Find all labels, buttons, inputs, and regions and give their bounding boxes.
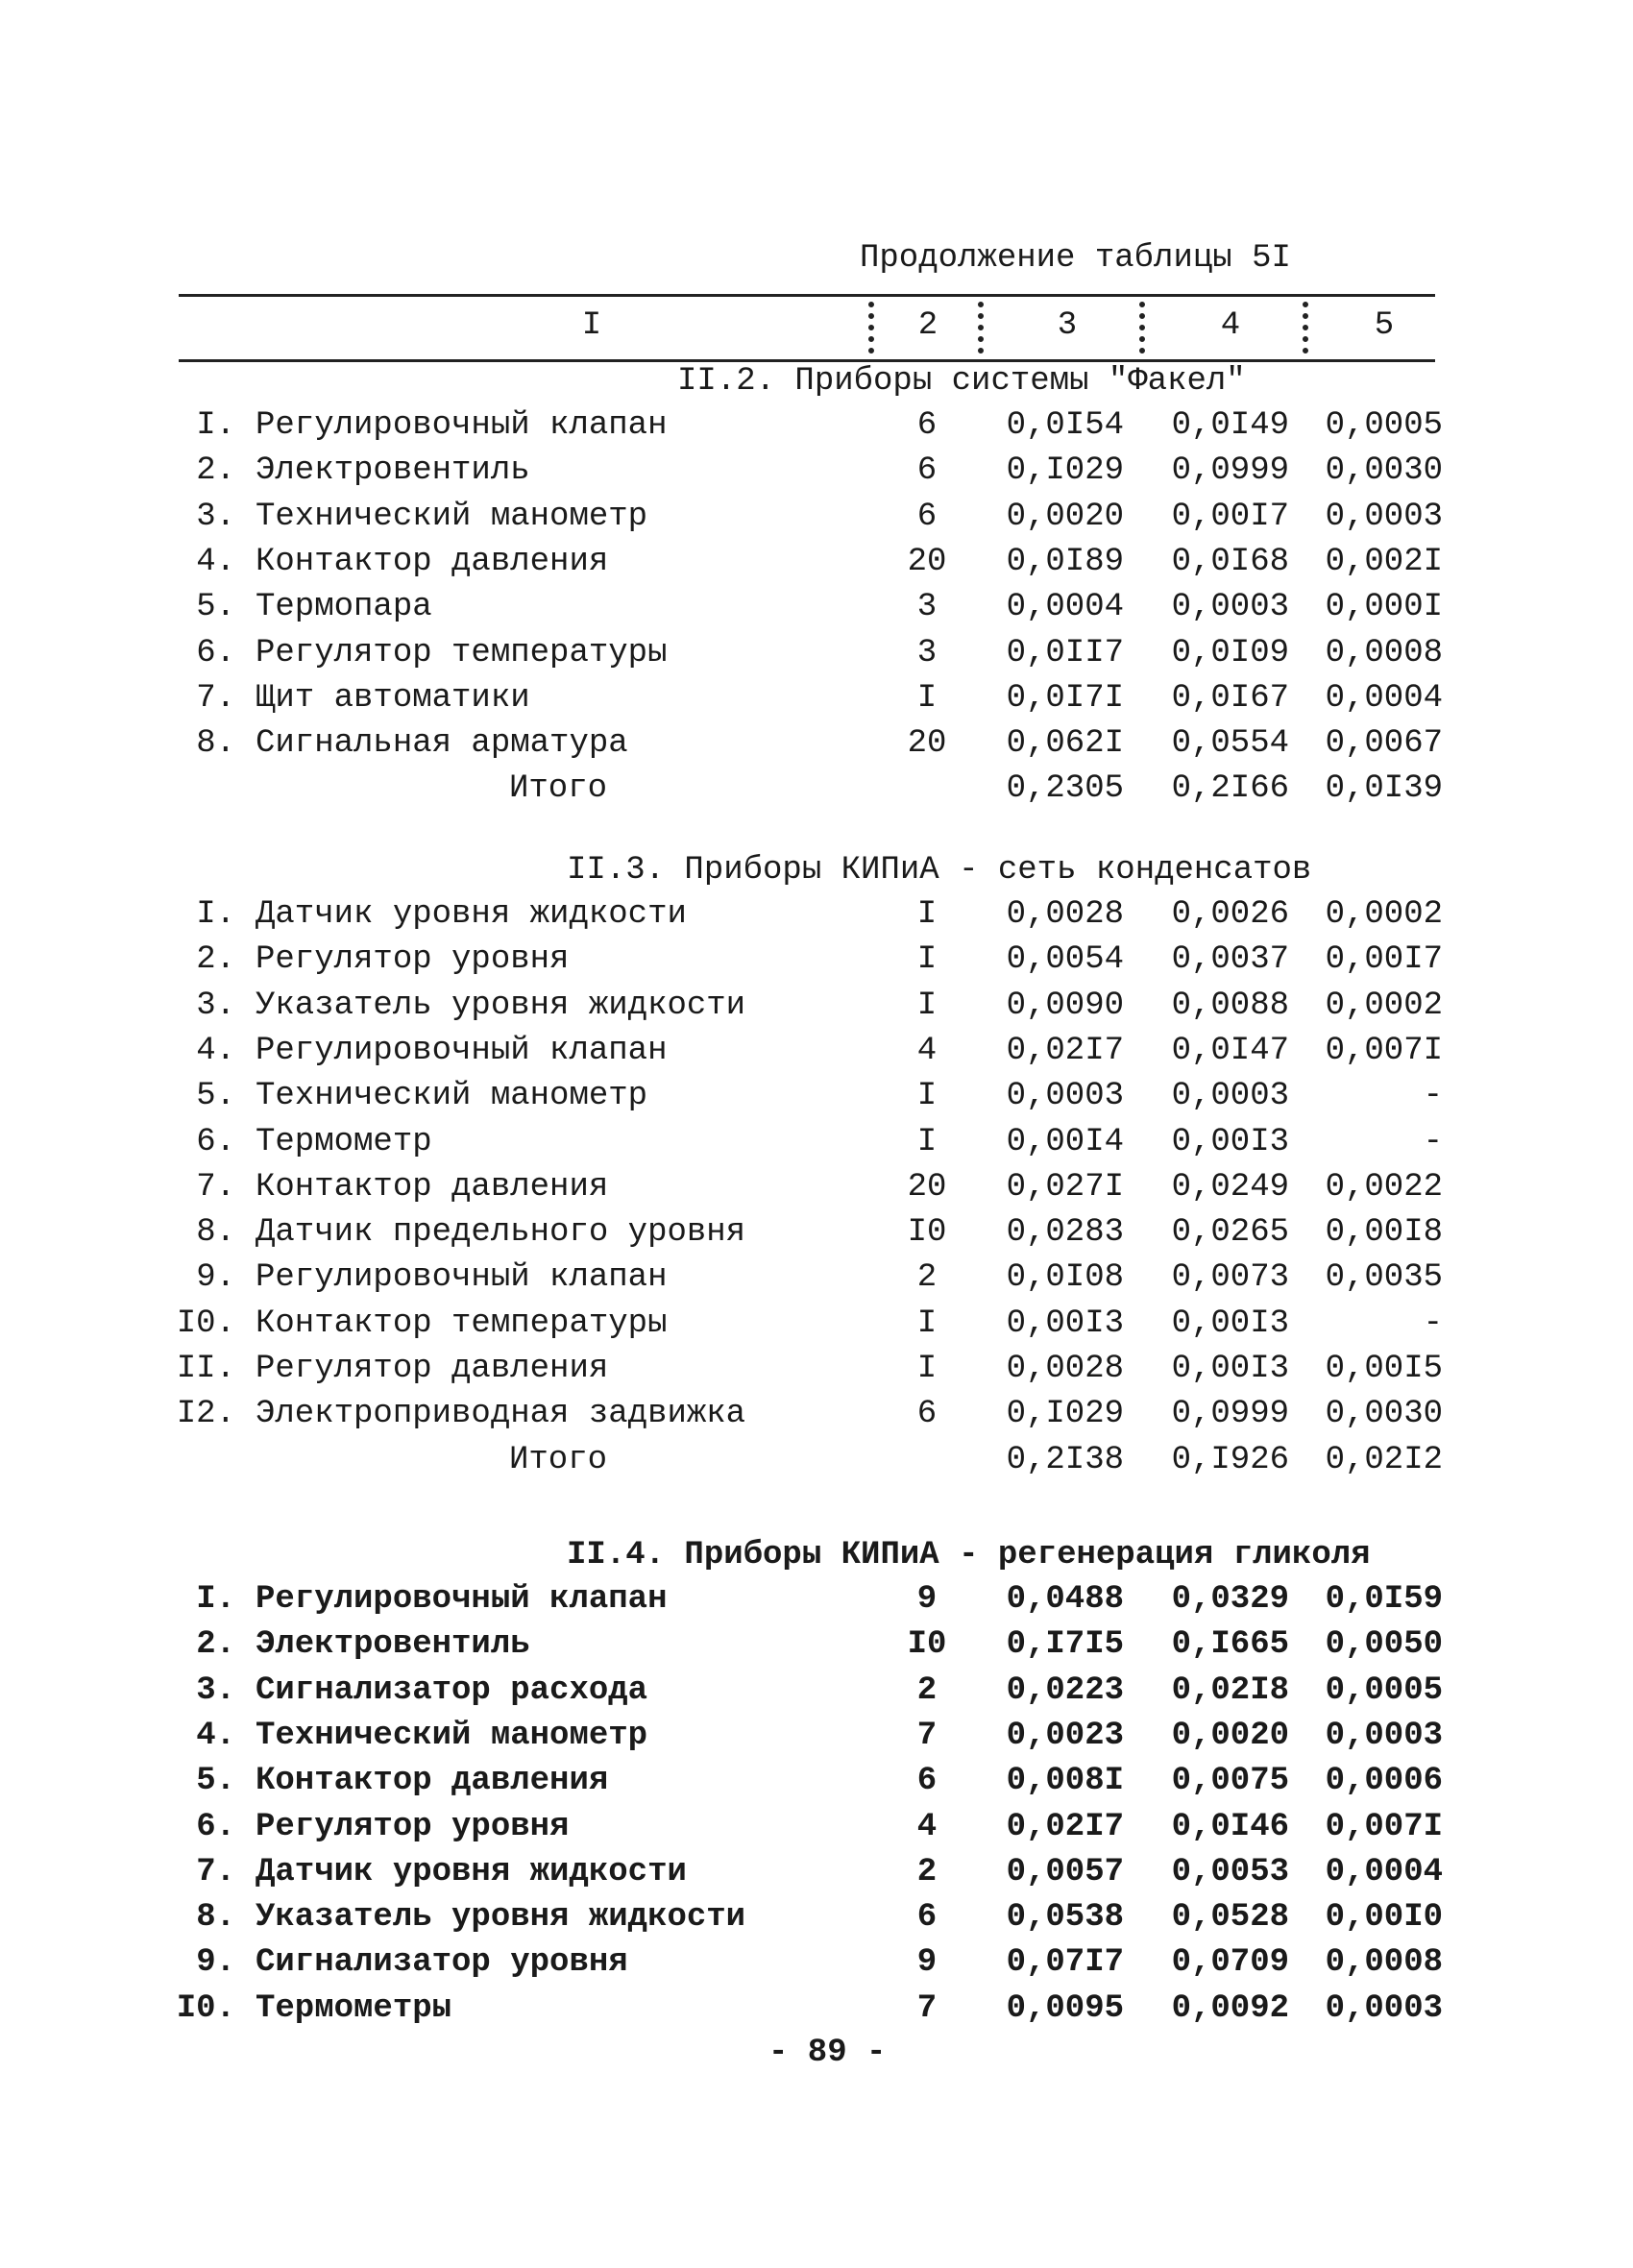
row-number: I.: [196, 896, 235, 933]
device-name: Щит автоматики: [256, 679, 530, 717]
value-col-4: 0,0I09: [1171, 634, 1289, 671]
section-title: II.3. Приборы КИПиА - сеть конденсатов: [567, 852, 1312, 889]
row-number: 5.: [196, 1078, 235, 1115]
device-name: Контактор температуры: [256, 1305, 668, 1342]
quantity-cell: I: [916, 1305, 938, 1342]
value-col-3: 0,0057: [1006, 1853, 1124, 1890]
device-name: Термометр: [256, 1123, 432, 1160]
value-col-5: 0,0050: [1325, 1626, 1443, 1664]
page-number: - 89 -: [768, 2035, 887, 2071]
table-row: [0, 1944, 1633, 1988]
value-col-5: 0,00I5: [1325, 1351, 1443, 1387]
header-col-5: 5: [1374, 307, 1395, 344]
total-row: [0, 770, 1633, 815]
quantity-cell: 9: [916, 1944, 938, 1982]
quantity-cell: I: [916, 941, 938, 979]
value-col-3: 0,0028: [1006, 896, 1124, 933]
value-col-4: 0,I665: [1171, 1626, 1289, 1664]
value-col-3: 0,0003: [1006, 1078, 1124, 1115]
table-row: [0, 589, 1633, 633]
table-row: [0, 1259, 1633, 1304]
value-col-4: 0,0003: [1171, 589, 1289, 626]
device-name: Термометры: [256, 1989, 452, 2027]
quantity-cell: 6: [916, 1396, 938, 1433]
table-row: [0, 988, 1633, 1032]
value-col-4: 0,0I49: [1171, 407, 1289, 444]
table-row: [0, 1672, 1633, 1717]
total-col-3: 0,2I38: [1006, 1441, 1124, 1478]
value-col-3: 0,0I54: [1006, 407, 1124, 444]
value-col-4: 0,00I3: [1171, 1305, 1289, 1342]
value-col-3: 0,0II7: [1006, 634, 1124, 671]
device-name: Указатель уровня жидкости: [256, 987, 746, 1024]
device-name: Регулировочный клапан: [256, 1259, 668, 1297]
quantity-cell: 9: [916, 1581, 938, 1618]
value-col-3: 0,062I: [1006, 725, 1124, 763]
row-number: 6.: [196, 1808, 235, 1845]
section-title: II.2. Приборы системы "Факел": [677, 363, 1246, 400]
device-name: Датчик уровня жидкости: [256, 896, 687, 933]
value-col-4: 0,0999: [1171, 1396, 1289, 1433]
value-col-4: 0,0003: [1171, 1078, 1289, 1115]
row-number: 6.: [196, 1123, 235, 1160]
total-label: Итого: [509, 1441, 608, 1478]
table-row: [0, 499, 1633, 543]
quantity-cell: 3: [916, 634, 938, 671]
device-name: Регулятор температуры: [256, 634, 668, 671]
table-row: [0, 1626, 1633, 1671]
value-col-4: 0,0037: [1171, 941, 1289, 979]
value-col-3: 0,00I3: [1006, 1305, 1124, 1342]
value-col-3: 0,02I7: [1006, 1032, 1124, 1069]
table-row: [0, 725, 1633, 769]
row-number: 7.: [196, 1853, 235, 1890]
row-number: 9.: [196, 1944, 235, 1982]
header-separator: [1139, 302, 1151, 354]
value-col-3: 0,0223: [1006, 1671, 1124, 1709]
value-col-5: 0,0008: [1325, 1944, 1443, 1982]
row-number: 5.: [196, 1763, 235, 1800]
row-number: 4.: [196, 1717, 235, 1754]
value-col-3: 0,0023: [1006, 1717, 1124, 1754]
table-row: [0, 1899, 1633, 1943]
total-row: [0, 1442, 1633, 1486]
value-col-4: 0,0088: [1171, 987, 1289, 1024]
device-name: Сигнальная арматура: [256, 725, 628, 763]
quantity-cell: I0: [907, 1214, 947, 1252]
header-col-3: 3: [1057, 307, 1078, 344]
value-col-3: 0,07I7: [1006, 1944, 1124, 1982]
row-number: 7.: [196, 679, 235, 717]
row-number: 3.: [196, 987, 235, 1024]
value-col-5: 0,002I: [1325, 543, 1443, 580]
row-number: 3.: [196, 498, 235, 535]
quantity-cell: 4: [916, 1808, 938, 1845]
value-col-5: 0,0004: [1325, 679, 1443, 717]
value-col-5: 0,000I: [1325, 589, 1443, 626]
table-caption: Продолжение таблицы 5I: [860, 240, 1291, 277]
table-row: [0, 1809, 1633, 1853]
value-col-3: 0,0I89: [1006, 543, 1124, 580]
row-number: II.: [176, 1351, 235, 1387]
value-col-3: 0,0538: [1006, 1899, 1124, 1937]
device-name: Регулировочный клапан: [256, 1032, 668, 1069]
value-col-5: 0,0003: [1325, 1989, 1443, 2027]
value-col-3: 0,0I08: [1006, 1259, 1124, 1297]
value-col-4: 0,00I7: [1171, 498, 1289, 535]
table-row: [0, 544, 1633, 588]
value-col-4: 0,0073: [1171, 1259, 1289, 1297]
value-col-5: 0,0005: [1325, 1671, 1443, 1709]
quantity-cell: 2: [916, 1853, 938, 1890]
section-title: II.4. Приборы КИПиА - регенерация гликоля: [567, 1537, 1371, 1573]
total-col-3: 0,2305: [1006, 770, 1124, 808]
value-col-3: 0,02I7: [1006, 1808, 1124, 1845]
quantity-cell: I: [916, 1351, 938, 1387]
value-col-4: 0,0554: [1171, 725, 1289, 763]
device-name: Регулятор уровня: [256, 1808, 570, 1845]
quantity-cell: 6: [916, 452, 938, 490]
value-col-3: 0,0004: [1006, 589, 1124, 626]
device-name: Электровентиль: [256, 452, 530, 490]
total-col-5: 0,02I2: [1325, 1441, 1443, 1478]
table-row: [0, 1718, 1633, 1762]
value-col-5: 0,0I59: [1325, 1581, 1443, 1618]
header-col-4: 4: [1220, 307, 1241, 344]
value-col-4: 0,00I3: [1171, 1351, 1289, 1387]
quantity-cell: I0: [907, 1626, 947, 1664]
quantity-cell: I: [916, 1078, 938, 1115]
quantity-cell: 6: [916, 1899, 938, 1937]
device-name: Регулировочный клапан: [256, 1581, 668, 1618]
row-number: I2.: [176, 1396, 235, 1433]
table-row: [0, 1854, 1633, 1898]
device-name: Электровентиль: [256, 1626, 530, 1664]
quantity-cell: 3: [916, 589, 938, 626]
quantity-cell: 20: [907, 543, 947, 580]
value-col-4: 0,0020: [1171, 1717, 1289, 1754]
value-col-3: 0,I029: [1006, 452, 1124, 490]
row-number: I0.: [176, 1305, 235, 1342]
device-name: Сигнализатор расхода: [256, 1671, 648, 1709]
value-col-5: 0,00I8: [1325, 1214, 1443, 1252]
value-col-4: 0,00I3: [1171, 1123, 1289, 1160]
value-col-5: 0,0004: [1325, 1853, 1443, 1890]
table-row: [0, 1033, 1633, 1077]
value-col-5: 0,0003: [1325, 1717, 1443, 1754]
row-number: I.: [196, 407, 235, 444]
table-row: [0, 1169, 1633, 1213]
value-col-5: 0,0008: [1325, 634, 1443, 671]
device-name: Термопара: [256, 589, 432, 626]
table-row: [0, 635, 1633, 679]
row-number: 8.: [196, 725, 235, 763]
value-col-3: 0,I7I5: [1006, 1626, 1124, 1664]
value-col-5: 0,00I0: [1325, 1899, 1443, 1937]
row-number: 2.: [196, 452, 235, 490]
row-number: 2.: [196, 941, 235, 979]
row-number: 4.: [196, 543, 235, 580]
value-col-4: 0,0092: [1171, 1989, 1289, 2027]
value-col-5: 0,0067: [1325, 725, 1443, 763]
value-col-5: 0,0030: [1325, 452, 1443, 490]
value-col-4: 0,0528: [1171, 1899, 1289, 1937]
device-name: Сигнализатор уровня: [256, 1944, 628, 1982]
table-row: [0, 1581, 1633, 1625]
value-col-4: 0,0I68: [1171, 543, 1289, 580]
table-row: [0, 896, 1633, 940]
value-col-5: -: [1423, 1123, 1443, 1160]
table-row: [0, 1124, 1633, 1168]
value-col-4: 0,0I47: [1171, 1032, 1289, 1069]
total-col-5: 0,0I39: [1325, 770, 1443, 808]
header-separator: [1303, 302, 1314, 354]
header-col-1: I: [581, 307, 602, 344]
quantity-cell: 6: [916, 1763, 938, 1800]
table-row: [0, 1214, 1633, 1258]
value-col-4: 0,0999: [1171, 452, 1289, 490]
quantity-cell: I: [916, 987, 938, 1024]
row-number: 6.: [196, 634, 235, 671]
quantity-cell: 7: [916, 1717, 938, 1754]
value-col-4: 0,0249: [1171, 1168, 1289, 1206]
value-col-4: 0,0075: [1171, 1763, 1289, 1800]
value-col-3: 0,027I: [1006, 1168, 1124, 1206]
value-col-3: 0,0I7I: [1006, 679, 1124, 717]
device-name: Электроприводная задвижка: [256, 1396, 746, 1433]
device-name: Регулятор давления: [256, 1351, 609, 1387]
value-col-3: 0,008I: [1006, 1763, 1124, 1800]
row-number: 9.: [196, 1259, 235, 1297]
quantity-cell: 2: [916, 1671, 938, 1709]
device-name: Указатель уровня жидкости: [256, 1899, 746, 1937]
value-col-5: -: [1423, 1078, 1443, 1115]
value-col-3: 0,0488: [1006, 1581, 1124, 1618]
value-col-4: 0,0265: [1171, 1214, 1289, 1252]
row-number: 2.: [196, 1626, 235, 1664]
value-col-3: 0,0095: [1006, 1989, 1124, 2027]
value-col-5: 0,0006: [1325, 1763, 1443, 1800]
table-row: [0, 452, 1633, 497]
value-col-4: 0,0053: [1171, 1853, 1289, 1890]
quantity-cell: 7: [916, 1989, 938, 2027]
table-row: [0, 407, 1633, 451]
value-col-3: 0,0020: [1006, 498, 1124, 535]
quantity-cell: 20: [907, 725, 947, 763]
value-col-5: 0,0005: [1325, 407, 1443, 444]
table-row: [0, 1351, 1633, 1395]
value-col-4: 0,0709: [1171, 1944, 1289, 1982]
table-row: [0, 680, 1633, 724]
value-col-3: 0,I029: [1006, 1396, 1124, 1433]
quantity-cell: 6: [916, 407, 938, 444]
value-col-3: 0,0283: [1006, 1214, 1124, 1252]
quantity-cell: 20: [907, 1168, 947, 1206]
value-col-4: 0,0I67: [1171, 679, 1289, 717]
row-number: 3.: [196, 1671, 235, 1709]
table-row: [0, 1396, 1633, 1440]
value-col-3: 0,0054: [1006, 941, 1124, 979]
table-row: [0, 1078, 1633, 1122]
row-number: 7.: [196, 1168, 235, 1206]
table-row: [0, 941, 1633, 986]
value-col-5: -: [1423, 1305, 1443, 1342]
quantity-cell: 4: [916, 1032, 938, 1069]
value-col-5: 0,0022: [1325, 1168, 1443, 1206]
device-name: Технический манометр: [256, 1717, 648, 1754]
total-col-4: 0,2I66: [1171, 770, 1289, 808]
total-col-4: 0,I926: [1171, 1441, 1289, 1478]
quantity-cell: I: [916, 896, 938, 933]
quantity-cell: I: [916, 679, 938, 717]
value-col-5: 0,0003: [1325, 498, 1443, 535]
quantity-cell: 2: [916, 1259, 938, 1297]
value-col-5: 0,0002: [1325, 987, 1443, 1024]
value-col-3: 0,0090: [1006, 987, 1124, 1024]
device-name: Датчик предельного уровня: [256, 1214, 746, 1252]
table-row: [0, 1763, 1633, 1807]
device-name: Контактор давления: [256, 543, 609, 580]
quantity-cell: I: [916, 1123, 938, 1160]
value-col-5: 0,007I: [1325, 1808, 1443, 1845]
value-col-5: 0,0035: [1325, 1259, 1443, 1297]
device-name: Датчик уровня жидкости: [256, 1853, 687, 1890]
row-number: 5.: [196, 589, 235, 626]
device-name: Регулировочный клапан: [256, 407, 668, 444]
header-bottom-rule: [179, 359, 1435, 362]
value-col-4: 0,0329: [1171, 1581, 1289, 1618]
table-row: [0, 1990, 1633, 2035]
value-col-4: 0,0026: [1171, 896, 1289, 933]
total-label: Итого: [509, 770, 608, 808]
value-col-5: 0,0030: [1325, 1396, 1443, 1433]
value-col-4: 0,0I46: [1171, 1808, 1289, 1845]
device-name: Регулятор уровня: [256, 941, 570, 979]
device-name: Технический манометр: [256, 1078, 648, 1115]
device-name: Контактор давления: [256, 1763, 609, 1800]
header-separator: [978, 302, 989, 354]
device-name: Технический манометр: [256, 498, 648, 535]
table-header: [179, 294, 1435, 359]
row-number: I.: [196, 1581, 235, 1618]
value-col-4: 0,02I8: [1171, 1671, 1289, 1709]
row-number: 8.: [196, 1899, 235, 1937]
table-row: [0, 1305, 1633, 1350]
device-name: Контактор давления: [256, 1168, 609, 1206]
value-col-5: 0,0002: [1325, 896, 1443, 933]
value-col-5: 0,00I7: [1325, 941, 1443, 979]
row-number: 8.: [196, 1214, 235, 1252]
value-col-5: 0,007I: [1325, 1032, 1443, 1069]
row-number: I0.: [176, 1989, 235, 2027]
quantity-cell: 6: [916, 498, 938, 535]
value-col-3: 0,0028: [1006, 1351, 1124, 1387]
header-separator: [868, 302, 880, 354]
header-col-2: 2: [917, 307, 938, 344]
row-number: 4.: [196, 1032, 235, 1069]
value-col-3: 0,00I4: [1006, 1123, 1124, 1160]
